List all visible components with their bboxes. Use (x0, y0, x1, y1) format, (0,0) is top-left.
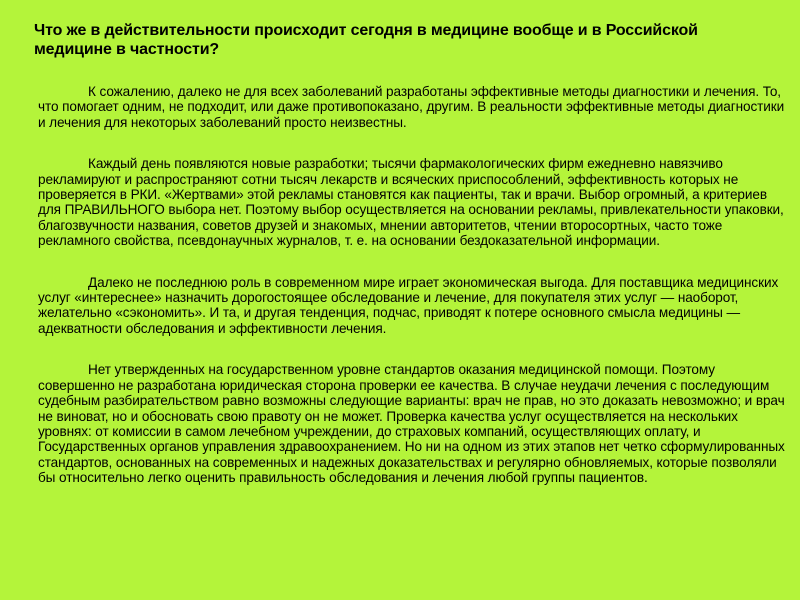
paragraph-2: Каждый день появляются новые разработки; тысячи фармакологических фирм ежедневно навязчиво рекламируют и распространяют сотни тысяч лекарств и всяческих приспособлений, эффективность которых не проверяется в РКИ. «Жертвами» этой рекламы становятся как пациенты, так и врачи. Выбор огромный, а критериев для ПРАВИЛЬНОГО выбора нет. Поэтому выбор осуществляется на основании рекламы, привлекательности упаковки, благозвучности названия, советов друзей и знакомых, мнении авторитетов, чтении второсортных, часто тоже рекламного свойства, псевдонаучных журналов, т. е. на основании бездоказательной информации. (38, 156, 784, 249)
slide-title: Что же в действительности происходит сегодня в медицине вообще и в Российской медицине в частности? (34, 22, 698, 58)
paragraph-1: К сожалению, далеко не для всех заболеваний разработаны эффективные методы диагностики и лечения. То, что помогает одним, не подходит, или даже противопоказано, другим. В реальности эффективные методы диагностики и лечения для некоторых заболеваний просто неизвестны. (38, 84, 785, 130)
slide-body (38, 84, 790, 512)
paragraph-3: Далеко не последнюю роль в современном мире играет экономическая выгода. Для поставщика медицинских услуг «интереснее» назначить дорогостоящее обследование и лечение, для покупателя этих услуг — наоборот, желательно «сэкономить». И та, и другая тенденция, подчас, приводят к потере основного смысла медицины — адекватности обследования и эффективности лечения. (38, 274, 779, 336)
paragraph-4: Нет утвержденных на государственном уровне стандартов оказания медицинской помощи. Поэтому совершенно не разработана юридическая сторона проверки ее качества. В случае неудачи лечения с последующим судебным разбирательством равно возможны следующие варианты: врач не прав, но это доказать невозможно; и врач не виноват, но и обосновать свою правоту он не может. Проверка качества услуг осуществляется на нескольких уровнях: от комиссии в самом лечебном учреждении, до страховых компаний, осуществляющих оплату, и Государственных органов управления здравоохранением. Но ни на одном из этих этапов нет четко сформулированных стандартов, основанных на современных и надежных доказательствах и регулярно обновляемых, которые позволяли бы относительно легко оценить правильность обследования и лечения любой группы пациентов. (38, 362, 785, 486)
